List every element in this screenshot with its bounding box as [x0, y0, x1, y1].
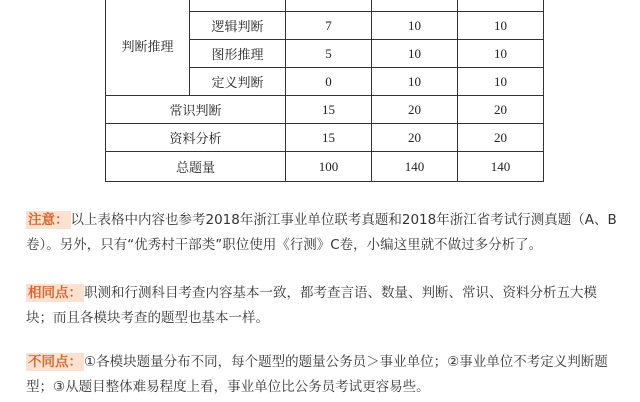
table-cell: 20 — [372, 124, 458, 152]
table-row — [106, 152, 544, 182]
table-row — [106, 96, 544, 124]
table-cell: 100 — [286, 152, 372, 182]
table-cell — [286, 0, 372, 12]
row-label: 总题量 — [106, 152, 286, 182]
table-cell: 15 — [286, 96, 372, 124]
table-cell: 0 — [286, 68, 372, 96]
row-label: 图形推理 — [190, 40, 286, 68]
table-cell: 20 — [372, 96, 458, 124]
table-cell — [458, 0, 544, 12]
row-label: 资料分析 — [106, 124, 286, 152]
table-cell: 20 — [458, 124, 544, 152]
similarity-tag: 相同点： — [28, 285, 82, 301]
table-cell — [190, 0, 286, 12]
row-label: 常识判断 — [106, 96, 286, 124]
table-row — [106, 0, 544, 12]
note-paragraph — [26, 208, 622, 258]
table-cell: 10 — [458, 68, 544, 96]
difference-text: ①各模块题量分布不同，每个题型的题量公务员＞事业单位；②事业单位不考定义判断题型；③从题目整体难易程度上看，事业单位比公务员考试更容易些。 — [26, 354, 608, 395]
table-row — [106, 124, 544, 152]
note-text: 以上表格中内容也参考2018年浙江事业单位联考真题和2018年浙江省考试行测真题（A、B卷）。另外，只有“优秀村干部类”职位使用《行测》C卷，小编这里就不做过多分析了。 — [26, 212, 617, 253]
similarity-paragraph — [26, 281, 622, 331]
table-cell: 10 — [372, 12, 458, 40]
table-cell: 140 — [372, 152, 458, 182]
table-cell — [372, 0, 458, 12]
table-cell: 10 — [458, 12, 544, 40]
row-label: 逻辑判断 — [190, 12, 286, 40]
table-cell: 10 — [458, 40, 544, 68]
similarity-text: 职测和行测科目考查内容基本一致，都考查言语、数量、判断、常识、资料分析五大模块；而且各模块考查的题型也基本一样。 — [26, 285, 597, 326]
table-cell: 20 — [458, 96, 544, 124]
group-label-cell: 判断推理 — [106, 0, 190, 96]
table-cell: 140 — [458, 152, 544, 182]
note-tag: 注意： — [28, 212, 69, 228]
table-cell: 5 — [286, 40, 372, 68]
table-cell: 10 — [372, 40, 458, 68]
table-cell: 10 — [372, 68, 458, 96]
difference-paragraph — [26, 350, 622, 400]
table-cell: 7 — [286, 12, 372, 40]
table-cell: 15 — [286, 124, 372, 152]
comparison-table — [105, 0, 544, 182]
difference-tag: 不同点： — [28, 354, 82, 370]
row-label: 定义判断 — [190, 68, 286, 96]
